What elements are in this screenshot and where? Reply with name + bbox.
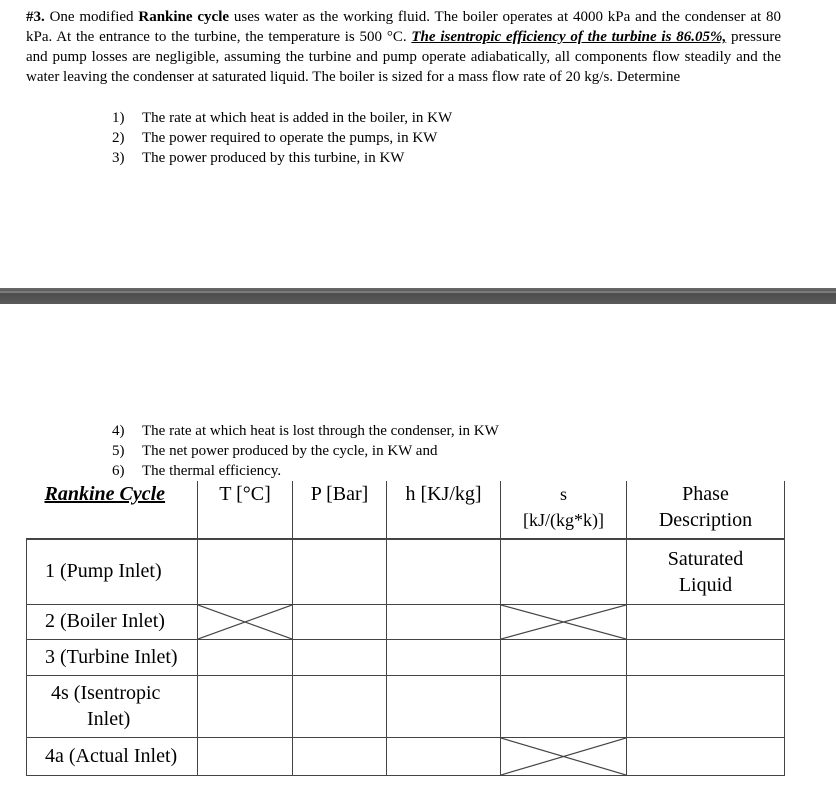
question-number: 3) xyxy=(112,150,125,166)
problem-keyword: Rankine cycle xyxy=(138,9,230,25)
cell-t[interactable] xyxy=(198,737,293,775)
state-label: 4s (Isentropic Inlet) xyxy=(27,675,198,737)
cell-p[interactable] xyxy=(293,639,387,675)
cell-s[interactable] xyxy=(501,675,627,737)
question-number: 4) xyxy=(112,423,125,439)
question-list-2 xyxy=(112,421,499,481)
cell-h[interactable] xyxy=(387,539,501,604)
cell-p[interactable] xyxy=(293,604,387,639)
cell-s[interactable] xyxy=(501,639,627,675)
question-number: 6) xyxy=(112,463,125,479)
question-text: The rate at which heat is added in the boiler, in KW xyxy=(142,110,453,126)
question-text: The power produced by this turbine, in KW xyxy=(142,150,405,166)
rankine-table xyxy=(26,481,785,776)
question-item xyxy=(112,441,499,461)
table-header-row xyxy=(27,481,785,539)
problem-statement xyxy=(26,7,781,87)
page-divider xyxy=(0,288,836,304)
cell-t[interactable] xyxy=(198,639,293,675)
phase-cell[interactable] xyxy=(627,639,785,675)
question-text: The power required to operate the pumps, in KW xyxy=(142,130,438,146)
phase-cell[interactable] xyxy=(627,675,785,737)
question-text: The thermal efficiency. xyxy=(142,463,282,479)
question-number: 1) xyxy=(112,110,125,126)
cell-h[interactable] xyxy=(387,604,501,639)
problem-number: #3. xyxy=(26,9,45,25)
phase-cell: Saturated Liquid xyxy=(627,539,785,604)
table-row xyxy=(27,639,785,675)
problem-text-3: pressure and pump losses are negligible, assuming the turbine and pump operate adiabatically, all components flow steadily and the water leaving the condenser at saturated liquid. The boiler is sized for a mass flow rate of 20 kg/s. Determine xyxy=(26,29,781,85)
header-pressure: P [Bar] xyxy=(293,481,387,539)
question-item xyxy=(112,108,452,128)
cell-p[interactable] xyxy=(293,675,387,737)
cell-h[interactable] xyxy=(387,737,501,775)
header-state: Rankine Cycle xyxy=(27,481,198,539)
state-label: 1 (Pump Inlet) xyxy=(27,539,198,604)
state-label: 4a (Actual Inlet) xyxy=(27,737,198,775)
question-item xyxy=(112,461,499,481)
header-temperature: T [°C] xyxy=(198,481,293,539)
phase-cell[interactable] xyxy=(627,604,785,639)
question-number: 5) xyxy=(112,443,125,459)
header-enthalpy: h [KJ/kg] xyxy=(387,481,501,539)
question-text: The rate at which heat is lost through the condenser, in KW xyxy=(142,423,499,439)
crossed-cell xyxy=(501,604,627,639)
problem-text-2: uses water as the working fluid. The boiler operates at 4000 kPa and the condenser at 80 kPa. At the entrance to the turbine, the temperature is 500 °C. xyxy=(26,9,781,45)
table-row xyxy=(27,604,785,639)
phase-cell[interactable] xyxy=(627,737,785,775)
question-item xyxy=(112,148,452,168)
table-row xyxy=(27,737,785,775)
state-label: 2 (Boiler Inlet) xyxy=(27,604,198,639)
cell-h[interactable] xyxy=(387,639,501,675)
question-text: The net power produced by the cycle, in KW and xyxy=(142,443,438,459)
cell-s[interactable] xyxy=(501,539,627,604)
cell-h[interactable] xyxy=(387,675,501,737)
cell-p[interactable] xyxy=(293,737,387,775)
table-row xyxy=(27,675,785,737)
question-item xyxy=(112,128,452,148)
header-phase: Phase Description xyxy=(627,481,785,539)
crossed-cell xyxy=(501,737,627,775)
crossed-cell xyxy=(198,604,293,639)
question-list-1 xyxy=(112,108,452,168)
cell-t[interactable] xyxy=(198,675,293,737)
efficiency-emphasis: The isentropic efficiency of the turbine is 86.05%, xyxy=(411,29,727,45)
question-item xyxy=(112,421,499,441)
header-entropy: s [kJ/(kg*k)] xyxy=(501,481,627,539)
state-label: 3 (Turbine Inlet) xyxy=(27,639,198,675)
table-row xyxy=(27,539,785,604)
question-number: 2) xyxy=(112,130,125,146)
problem-text-1: One modified xyxy=(44,9,139,25)
cell-t[interactable] xyxy=(198,539,293,604)
cell-p[interactable] xyxy=(293,539,387,604)
